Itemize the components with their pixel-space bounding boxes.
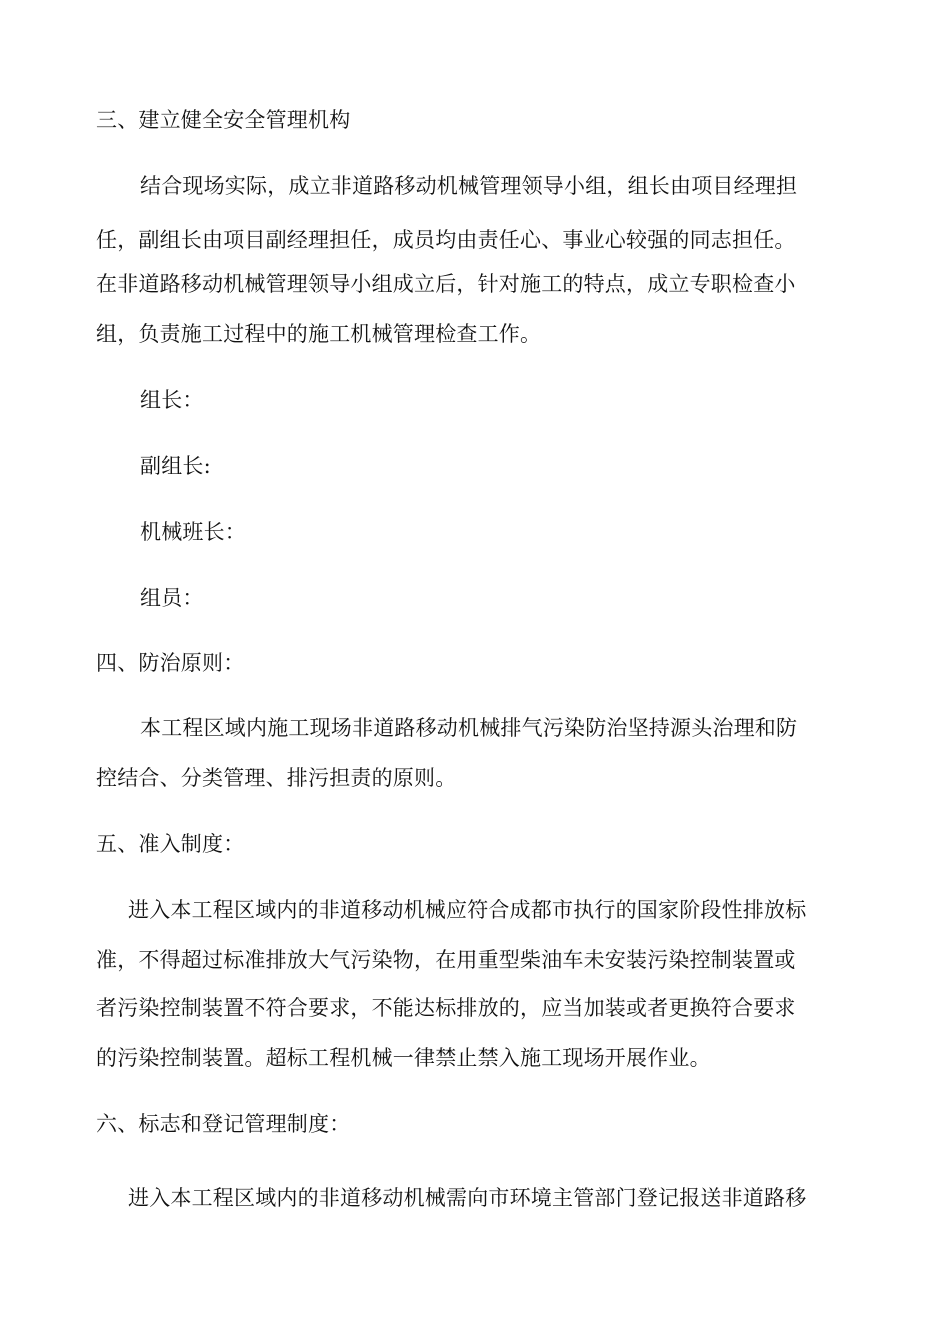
section-5-paragraph-line: 的污染控制装置。超标工程机械一律禁止禁入施工现场开展作业。: [96, 1046, 711, 1070]
section-4-paragraph-line: 控结合、分类管理、排污担责的原则。: [96, 766, 457, 790]
section-3-paragraph-line: 结合现场实际，成立非道路移动机械管理领导小组，组长由项目经理担: [140, 174, 798, 198]
section-4-paragraph-line: 本工程区域内施工现场非道路移动机械排气污染防治坚持源头治理和防: [140, 716, 798, 740]
section-3-paragraph-line: 在非道路移动机械管理领导小组成立后，针对施工的特点，成立专职检查小: [96, 272, 796, 296]
role-deputy-leader: 副组长:: [140, 454, 211, 478]
section-5-heading: 五、准入制度：: [96, 832, 245, 856]
section-6-paragraph-line: 进入本工程区域内的非道移动机械需向市环境主管部门登记报送非道路移: [128, 1186, 807, 1210]
section-3-paragraph-line: 任，副组长由项目副经理担任，成员均由责任心、事业心较强的同志担任。: [96, 228, 796, 252]
role-member: 组员：: [140, 586, 204, 610]
role-machinery-foreman: 机械班长：: [140, 520, 246, 544]
section-5-paragraph-line: 准，不得超过标准排放大气污染物，在用重型柴油车未安装污染控制装置或: [96, 948, 796, 972]
section-3-heading: 三、建立健全安全管理机构: [96, 108, 351, 132]
section-5-paragraph-line: 进入本工程区域内的非道移动机械应符合成都市执行的国家阶段性排放标: [128, 898, 807, 922]
section-6-heading: 六、标志和登记管理制度：: [96, 1112, 351, 1136]
section-5-paragraph-line: 者污染控制装置不符合要求，不能达标排放的，应当加装或者更换符合要求: [96, 996, 796, 1020]
section-3-paragraph-line: 组，负责施工过程中的施工机械管理检查工作。: [96, 322, 542, 346]
section-4-heading: 四、防治原则：: [96, 651, 245, 675]
role-leader: 组长：: [140, 388, 204, 412]
